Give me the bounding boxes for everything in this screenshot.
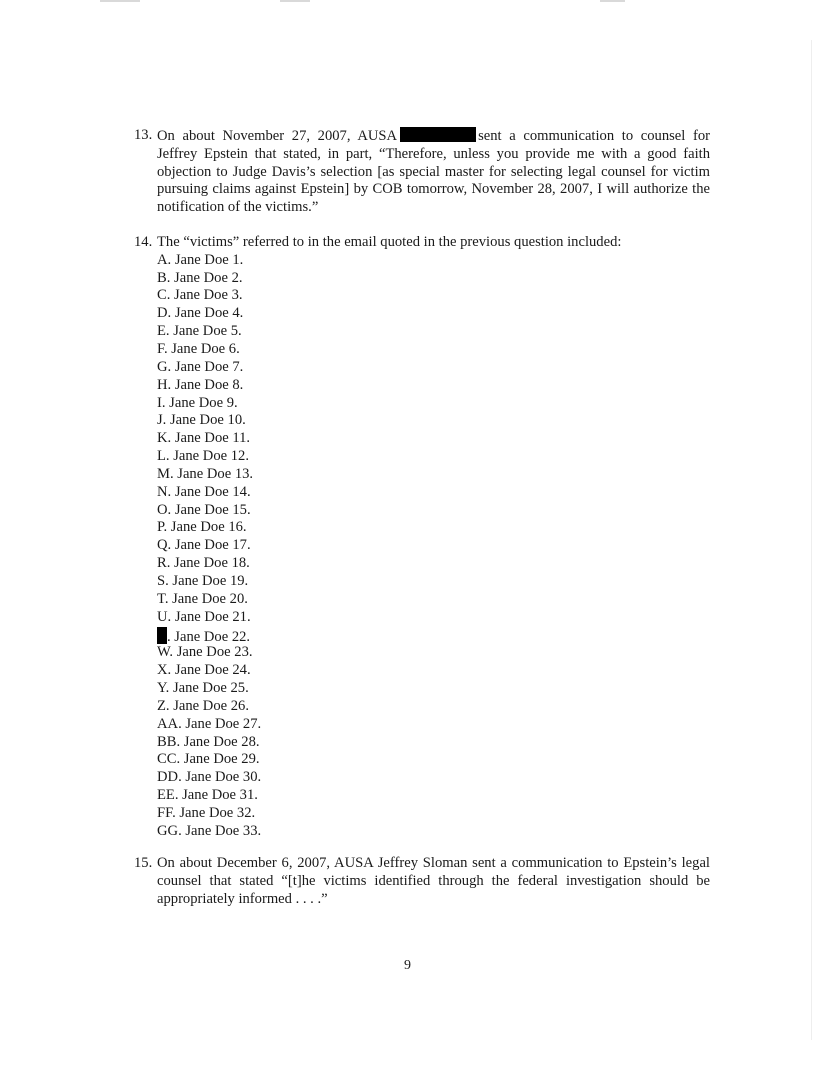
option-g: G. Jane Doe 7. <box>157 358 244 375</box>
option-k: K. Jane Doe 11. <box>157 430 251 447</box>
question-number: 13. <box>134 127 153 143</box>
option-j: J. Jane Doe 10. <box>157 412 246 429</box>
option-aa: AA. Jane Doe 27. <box>157 715 262 732</box>
question-text: The “victims” referred to in the email quoted in the previous question included: <box>157 234 622 250</box>
option-cc: CC. Jane Doe 29. <box>157 751 260 768</box>
option-i: I. Jane Doe 9. <box>157 394 238 411</box>
option-r: R. Jane Doe 18. <box>157 555 250 572</box>
option-redacted <box>157 627 710 645</box>
option-d: D. Jane Doe 4. <box>157 305 244 322</box>
scan-artifact <box>600 0 625 2</box>
question-text <box>157 127 710 217</box>
question-number: 14. <box>134 234 153 250</box>
question-13 <box>134 127 710 217</box>
option-y: Y. Jane Doe 25. <box>157 680 249 697</box>
option-ee: EE. Jane Doe 31. <box>157 787 258 804</box>
option-n: N. Jane Doe 14. <box>157 483 251 500</box>
question-text-end: sent a communication to counsel for Jeffrey Epstein that stated, in part, “Therefore, unless you provide me with a good faith objection to Judge Davis’s selection [as special master for selecting legal counsel for victim pursuing claims against Epstein] by COB tomorrow, November 28, 2007, I will authorize the notification of the victims.” <box>157 128 710 216</box>
option-q: Q. Jane Doe 17. <box>157 537 251 554</box>
option-s: S. Jane Doe 19. <box>157 572 249 589</box>
option-p: P. Jane Doe 16. <box>157 519 247 536</box>
option-o: O. Jane Doe 15. <box>157 501 251 518</box>
page-number: 9 <box>404 958 411 973</box>
option-dd: DD. Jane Doe 30. <box>157 769 262 786</box>
question-text-start: On about November 27, 2007, AUSA <box>157 128 398 144</box>
redaction-block <box>157 627 167 644</box>
option-x: X. Jane Doe 24. <box>157 662 251 679</box>
option-h: H. Jane Doe 8. <box>157 376 244 393</box>
option-c: C. Jane Doe 3. <box>157 287 243 304</box>
question-text: On about December 6, 2007, AUSA Jeffrey Sloman sent a communication to Epstein’s legal counsel that stated “[t]he victims identified through the federal investigation should be appropriately informed . . . .” <box>157 855 710 907</box>
option-ff: FF. Jane Doe 32. <box>157 804 256 821</box>
option-u: U. Jane Doe 21. <box>157 608 251 625</box>
option-bb: BB. Jane Doe 28. <box>157 733 260 750</box>
question-15 <box>134 855 710 908</box>
option-w: W. Jane Doe 23. <box>157 644 253 661</box>
option-b: B. Jane Doe 2. <box>157 269 243 286</box>
question-number: 15. <box>134 855 153 871</box>
scan-artifact <box>100 0 140 2</box>
scan-edge <box>811 40 812 1040</box>
redaction-block <box>400 127 476 142</box>
option-gg: GG. Jane Doe 33. <box>157 822 262 839</box>
option-a: A. Jane Doe 1. <box>157 251 244 268</box>
scan-artifact <box>280 0 310 2</box>
option-m: M. Jane Doe 13. <box>157 465 254 482</box>
option-l: L. Jane Doe 12. <box>157 448 249 465</box>
option-redacted-text: . Jane Doe 22. <box>167 628 251 645</box>
question-14 <box>134 234 710 841</box>
answer-options <box>157 252 710 841</box>
option-e: E. Jane Doe 5. <box>157 323 242 340</box>
option-z: Z. Jane Doe 26. <box>157 697 249 714</box>
option-t: T. Jane Doe 20. <box>157 590 248 607</box>
option-f: F. Jane Doe 6. <box>157 341 240 358</box>
